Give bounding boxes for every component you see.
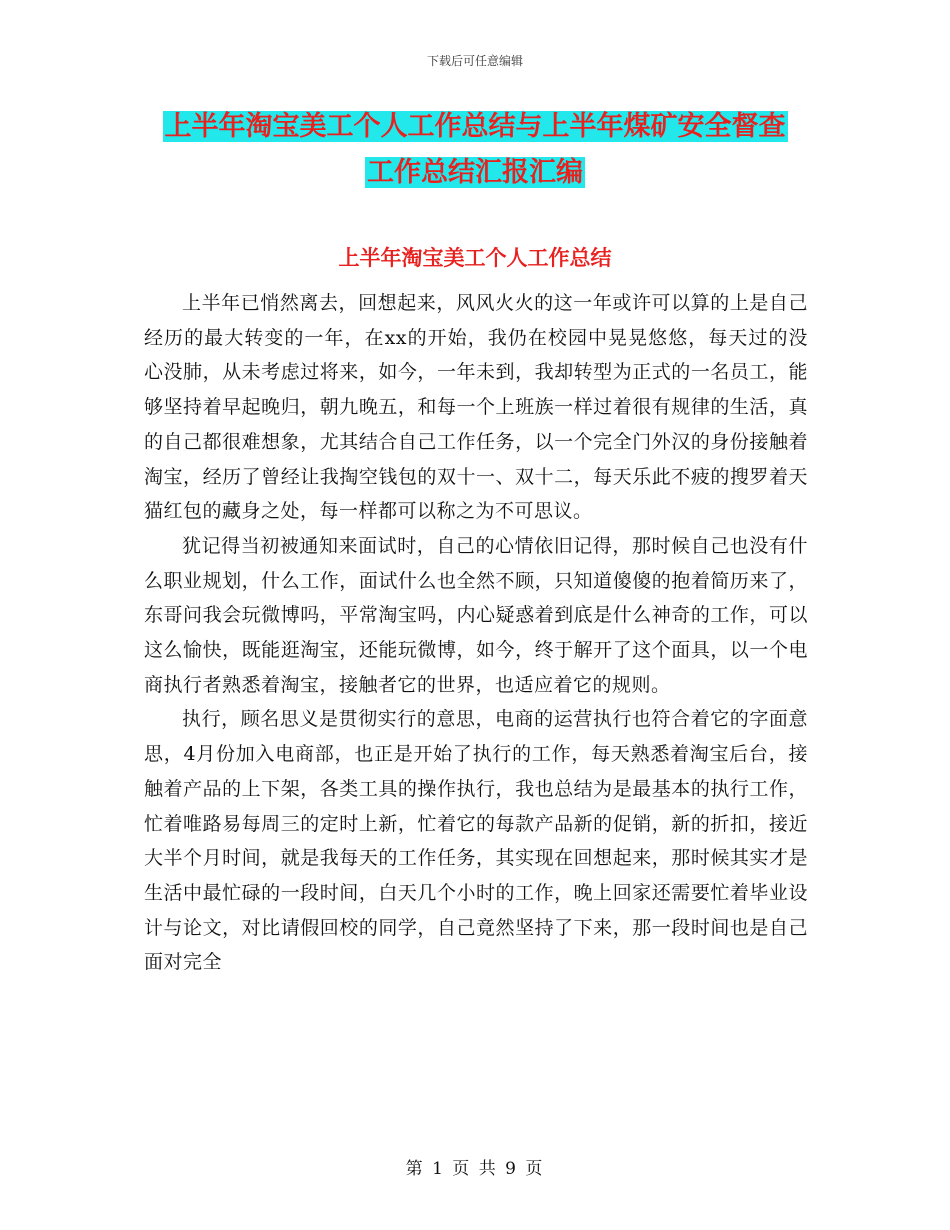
paragraph: 犹记得当初被通知来面试时，自己的心情依旧记得，那时候自己也没有什么职业规划，什么工作，面试什么也全然不顾，只知道傻傻的抱着简历来了，东哥问我会玩微博吗，平常淘宝吗，内心疑惑着到底是什么神奇的工作，可以这么愉快，既能逛淘宝，还能玩微博，如今，终于解开了这个面具，以一个电商执行者熟悉着淘宝，接触者它的世界，也适应着它的规则。 (144, 534, 808, 696)
title-line-1: 上半年淘宝美工个人工作总结与上半年煤矿安全督查 (164, 111, 786, 142)
header-note: 下载后可任意编辑 (426, 54, 523, 68)
document-title (140, 104, 810, 196)
paragraph: 上半年已悄然离去，回想起来，风风火火的这一年或许可以算的上是自己经历的最大转变的一年，在xx的开始，我仍在校园中晃晃悠悠，每天过的没心没肺，从未考虑过将来，如今，一年未到，我却转型为正式的一名员工，能够坚持着早起晚归，朝九晚五，和每一个上班族一样过着很有规律的生活，真的自己都很难想象，尤其结合自己工作任务，以一个完全门外汉的身份接触着淘宝，经历了曾经让我掏空钱包的双十一、双十二，每天乐此不疲的搜罗着天猫红包的藏身之处，每一样都可以称之为不可思议。 (144, 292, 808, 523)
paragraph: 执行，顾名思义是贯彻实行的意思，电商的运营执行也符合着它的字面意思，4月份加入电商部，也正是开始了执行的工作，每天熟悉着淘宝后台，接触着产品的上下架，各类工具的操作执行，我也总结为是最基本的执行工作，忙着唯路易每周三的定时上新，忙着它的每款产品新的促销，新的折扣，接近大半个月时间，就是我每天的工作任务，其实现在回想起来，那时候其实才是生活中最忙碌的一段时间，白天几个小时的工作，晚上回家还需要忙着毕业设计与论文，对比请假回校的同学，自己竟然坚持了下来，那一段时间也是自己面对完全 (144, 708, 808, 974)
title-line-2: 工作总结汇报汇编 (367, 157, 583, 188)
page-footer: 第 1 页 共 9 页 (405, 1159, 545, 1179)
body-text (144, 286, 808, 980)
section-title: 上半年淘宝美工个人工作总结 (338, 246, 612, 270)
